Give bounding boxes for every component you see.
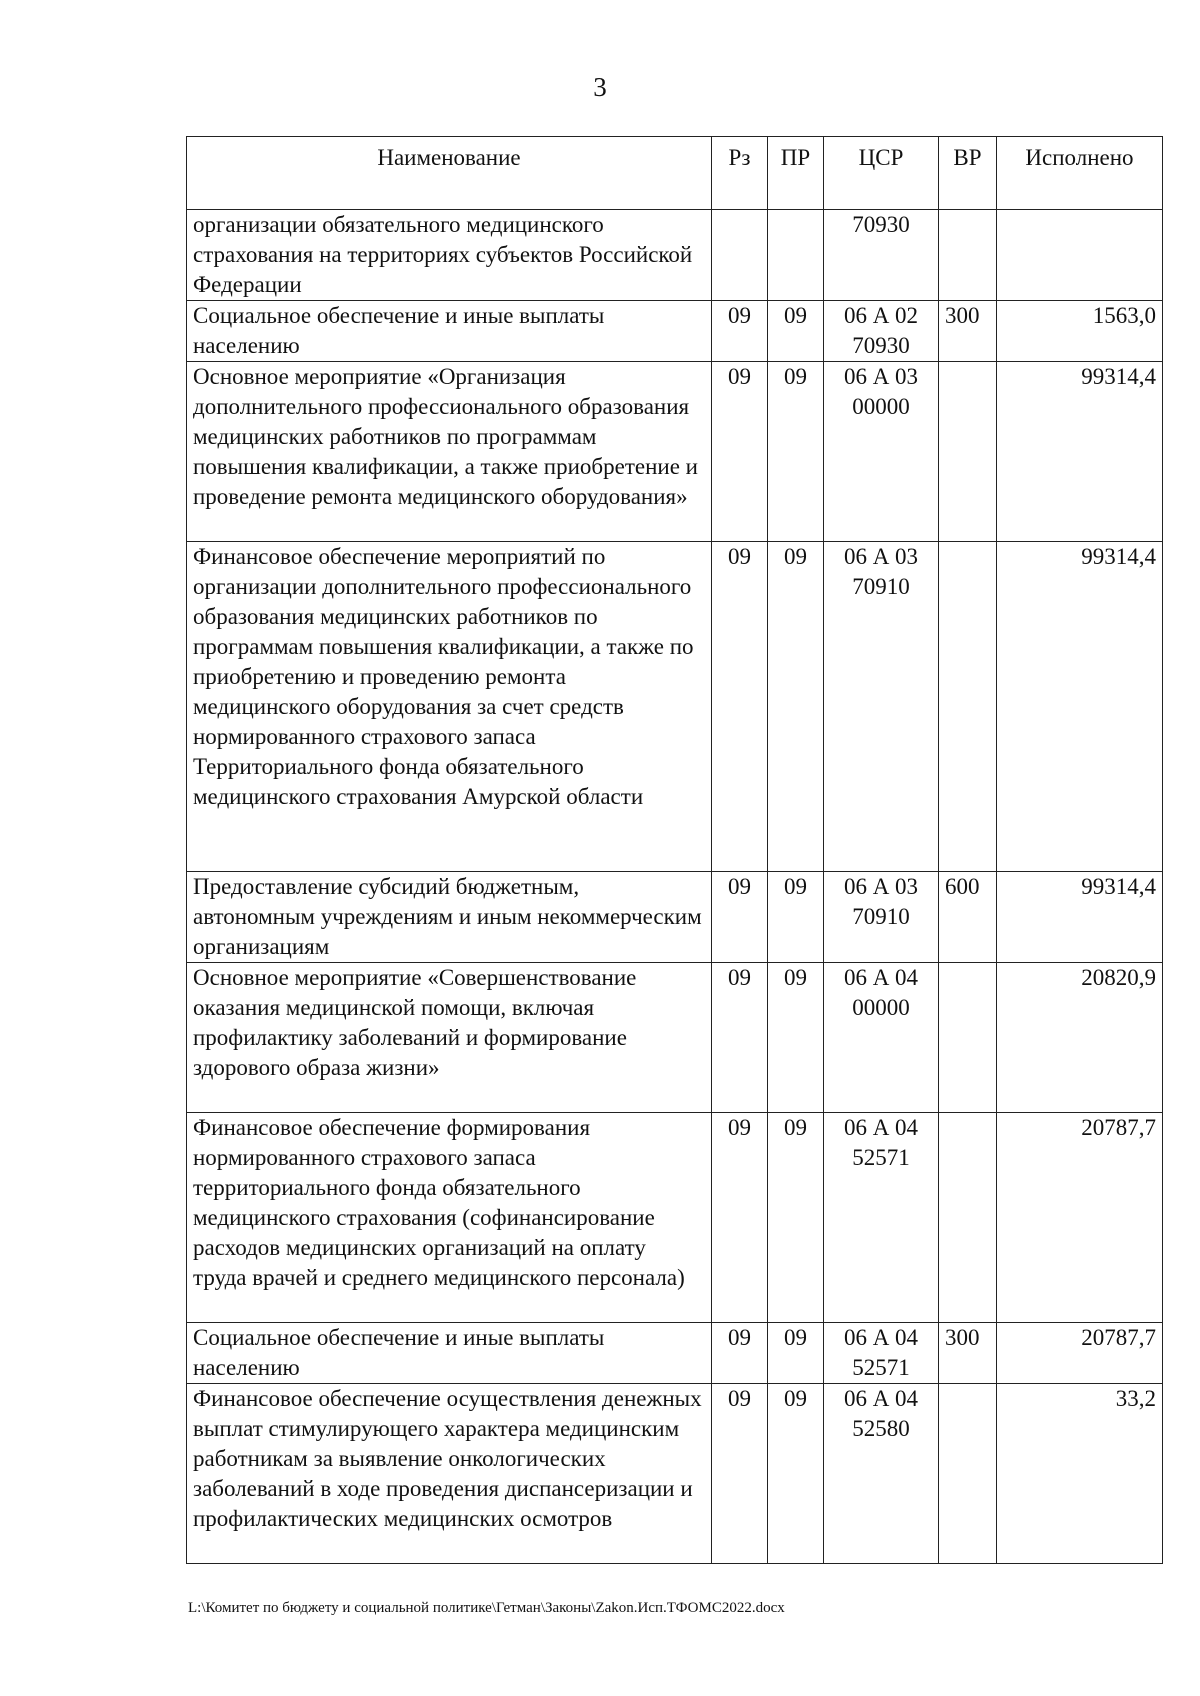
row-done: 99314,4 xyxy=(997,362,1163,542)
row-pr: 09 xyxy=(768,301,824,362)
row-done: 33,2 xyxy=(997,1384,1163,1564)
row-name: Социальное обеспечение и иные выплаты населению xyxy=(187,1323,712,1384)
header-vr: ВР xyxy=(939,137,997,210)
row-vr: 600 xyxy=(939,872,997,963)
header-name: Наименование xyxy=(187,137,712,210)
header-pr: ПР xyxy=(768,137,824,210)
budget-table xyxy=(186,136,1163,1564)
row-rz: 09 xyxy=(712,1384,768,1564)
row-done: 20787,7 xyxy=(997,1323,1163,1384)
row-vr xyxy=(939,210,997,301)
row-done xyxy=(997,210,1163,301)
row-csr: 06 А 04 52571 xyxy=(824,1113,939,1323)
row-name: Социальное обеспечение и иные выплаты населению xyxy=(187,301,712,362)
row-name: организации обязательного медицинского страхования на территориях субъектов Российской Федерации xyxy=(187,210,712,301)
row-csr: 70930 xyxy=(824,210,939,301)
row-name: Финансовое обеспечение формирования нормированного страхового запаса территориального фонда обязательного медицинского страхования (софинансирование расходов медицинских организаций на оплату труда врачей и среднего медицинского персонала) xyxy=(187,1113,712,1323)
row-rz: 09 xyxy=(712,301,768,362)
row-rz: 09 xyxy=(712,362,768,542)
row-pr: 09 xyxy=(768,1323,824,1384)
page-number: 3 xyxy=(593,72,607,102)
row-rz: 09 xyxy=(712,542,768,872)
row-rz: 09 xyxy=(712,1323,768,1384)
table-row xyxy=(187,542,1163,872)
table-row xyxy=(187,210,1163,301)
row-pr: 09 xyxy=(768,1384,824,1564)
row-vr: 300 xyxy=(939,301,997,362)
row-csr: 06 А 03 70910 xyxy=(824,872,939,963)
table-row xyxy=(187,1323,1163,1384)
table-row xyxy=(187,362,1163,542)
row-rz: 09 xyxy=(712,872,768,963)
row-rz: 09 xyxy=(712,1113,768,1323)
row-pr: 09 xyxy=(768,872,824,963)
row-done: 99314,4 xyxy=(997,872,1163,963)
row-name: Финансовое обеспечение осуществления денежных выплат стимулирующего характера медицинским работникам за выявление онкологических заболеваний в ходе проведения диспансеризации и профилактических медицинских осмотров xyxy=(187,1384,712,1564)
row-vr xyxy=(939,542,997,872)
table-row xyxy=(187,872,1163,963)
row-name: Основное мероприятие «Совершенствование оказания медицинской помощи, включая профилактику заболеваний и формирование здорового образа жизни» xyxy=(187,963,712,1113)
table-row xyxy=(187,1384,1163,1564)
row-done: 20820,9 xyxy=(997,963,1163,1113)
row-csr: 06 А 04 52571 xyxy=(824,1323,939,1384)
table-header-row xyxy=(187,137,1163,210)
row-csr: 06 А 02 70930 xyxy=(824,301,939,362)
row-name: Финансовое обеспечение мероприятий по организации дополнительного профессионального образования медицинских работников по программам повышения квалификации, а также по приобретению и проведению ремонта медицинского оборудования за счет средств нормированного страхового запаса Территориального фонда обязательного медицинского страхования Амурской области xyxy=(187,542,712,872)
row-vr xyxy=(939,362,997,542)
row-name: Основное мероприятие «Организация дополнительного профессионального образования медицинских работников по программам повышения квалификации, а также приобретение и проведение ремонта медицинского оборудования» xyxy=(187,362,712,542)
table-row xyxy=(187,963,1163,1113)
row-pr: 09 xyxy=(768,1113,824,1323)
row-pr: 09 xyxy=(768,362,824,542)
header-done: Исполнено xyxy=(997,137,1163,210)
row-vr xyxy=(939,1384,997,1564)
row-rz xyxy=(712,210,768,301)
row-name: Предоставление субсидий бюджетным, автономным учреждениям и иным некоммерческим организациям xyxy=(187,872,712,963)
row-vr xyxy=(939,963,997,1113)
header-rz: Рз xyxy=(712,137,768,210)
table-row xyxy=(187,301,1163,362)
row-pr xyxy=(768,210,824,301)
file-path-footer: L:\Комитет по бюджету и социальной политике\Гетман\Законы\Zakon.Исп.ТФОМС2022.docx xyxy=(188,1600,785,1616)
row-csr: 06 А 03 70910 xyxy=(824,542,939,872)
row-vr: 300 xyxy=(939,1323,997,1384)
row-done: 20787,7 xyxy=(997,1113,1163,1323)
row-done: 1563,0 xyxy=(997,301,1163,362)
table-row xyxy=(187,1113,1163,1323)
row-vr xyxy=(939,1113,997,1323)
row-csr: 06 А 03 00000 xyxy=(824,362,939,542)
header-csr: ЦСР xyxy=(824,137,939,210)
row-pr: 09 xyxy=(768,542,824,872)
row-csr: 06 А 04 52580 xyxy=(824,1384,939,1564)
row-csr: 06 А 04 00000 xyxy=(824,963,939,1113)
row-done: 99314,4 xyxy=(997,542,1163,872)
row-pr: 09 xyxy=(768,963,824,1113)
row-rz: 09 xyxy=(712,963,768,1113)
